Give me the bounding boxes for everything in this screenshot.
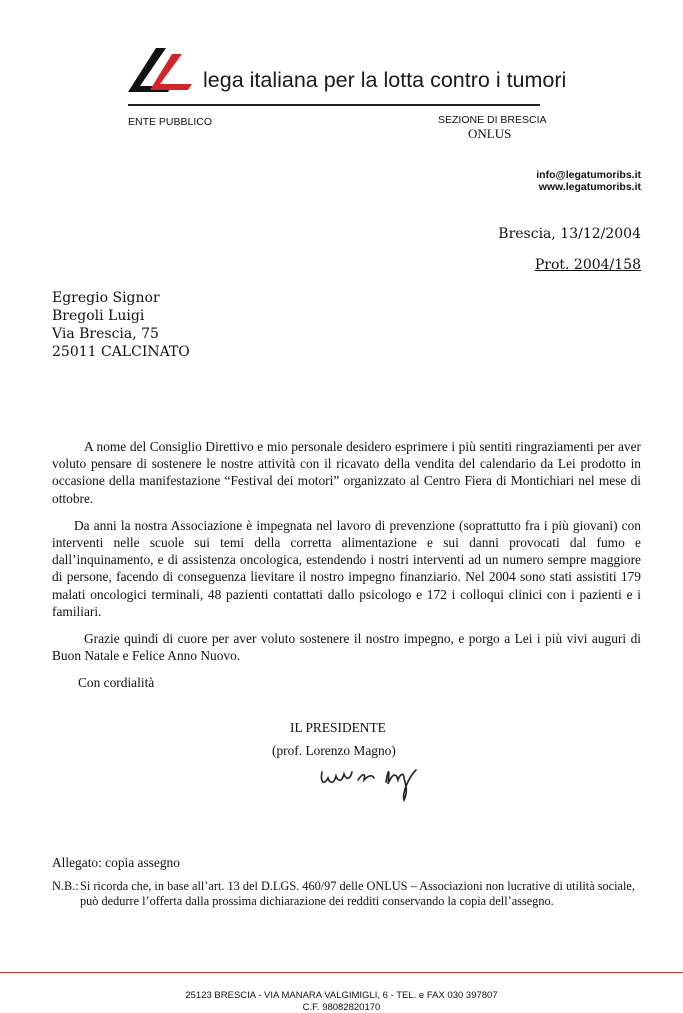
closing-greeting: Con cordialità xyxy=(78,675,155,690)
letter-date: Brescia, 13/12/2004 xyxy=(498,226,641,242)
nota-bene-text: Si ricorda che, in base all’art. 13 del D.LGS. 460/97 delle ONLUS – Associazioni non lucrative di utilità sociale, può dedurre l’offerta dalla prossima dichiarazione dei redditi conservando la copia dell’assegno. xyxy=(80,879,635,908)
handwritten-signature xyxy=(318,760,428,804)
recipient-street: Via Brescia, 75 xyxy=(52,326,159,342)
signatory-title: IL PRESIDENTE xyxy=(290,720,386,735)
nota-bene-label: N.B.: xyxy=(52,879,79,893)
email-address: info@legatumoribs.it xyxy=(536,169,641,181)
letter-body xyxy=(52,438,641,674)
ente-pubblico-label: ENTE PUBBLICO xyxy=(128,116,213,128)
attachment-note: Allegato: copia assegno xyxy=(52,855,180,870)
body-paragraph: A nome del Consiglio Direttivo e mio personale desidero esprimere i più sentiti ringraziamenti per aver voluto pensare di sostenere le nostre attività con il ricavato della vendita del calendario da Lei prodotto in occasione della manifestazione “Festival dei motori” organizzato al Centro Fiera di Montichiari nel mese di ottobre. xyxy=(52,439,641,506)
header-divider xyxy=(128,104,540,106)
recipient-address xyxy=(52,289,190,361)
lilt-logo xyxy=(126,46,198,94)
onlus-label: ONLUS xyxy=(468,126,512,141)
footer-divider xyxy=(0,972,683,973)
signatory-name: (prof. Lorenzo Magno) xyxy=(272,743,396,758)
recipient-salutation: Egregio Signor xyxy=(52,290,160,306)
sezione-label: SEZIONE DI BRESCIA xyxy=(438,114,547,126)
organization-name: lega italiana per la lotta contro i tumori xyxy=(203,68,567,92)
footer-tax-code: C.F. 98082820170 xyxy=(302,1002,381,1013)
website-address: www.legatumoribs.it xyxy=(538,181,641,193)
protocol-number: Prot. 2004/158 xyxy=(534,257,641,273)
footer-address: 25123 BRESCIA - VIA MANARA VALGIMIGLI, 6 - TEL. e FAX 030 397807 xyxy=(185,990,498,1001)
body-paragraph: Da anni la nostra Associazione è impegnata nel lavoro di prevenzione (soprattutto fra i più giovani) con interventi nelle scuole sui temi della corretta alimentazione e sui danni provocati dal fumo e dall’inquinamento, e di assistenza oncologica, estendendo i nostri interventi ad un numero sempre maggiore di persone, facendo di conseguenza lievitare il nostro impegno finanziario. Nel 2004 sono stati assistiti 179 malati oncologici terminali, 48 pazienti contattati dallo psicologo e 172 i colloqui clinici con i pazienti e i familiari. xyxy=(52,517,641,619)
recipient-name: Bregoli Luigi xyxy=(52,308,145,324)
body-paragraph: Grazie quindi di cuore per aver voluto sostenere il nostro impegno, e porgo a Lei i più vivi auguri di Buon Natale e Felice Anno Nuovo. xyxy=(52,631,641,664)
nota-bene xyxy=(52,879,642,908)
recipient-city: 25011 CALCINATO xyxy=(52,344,190,360)
